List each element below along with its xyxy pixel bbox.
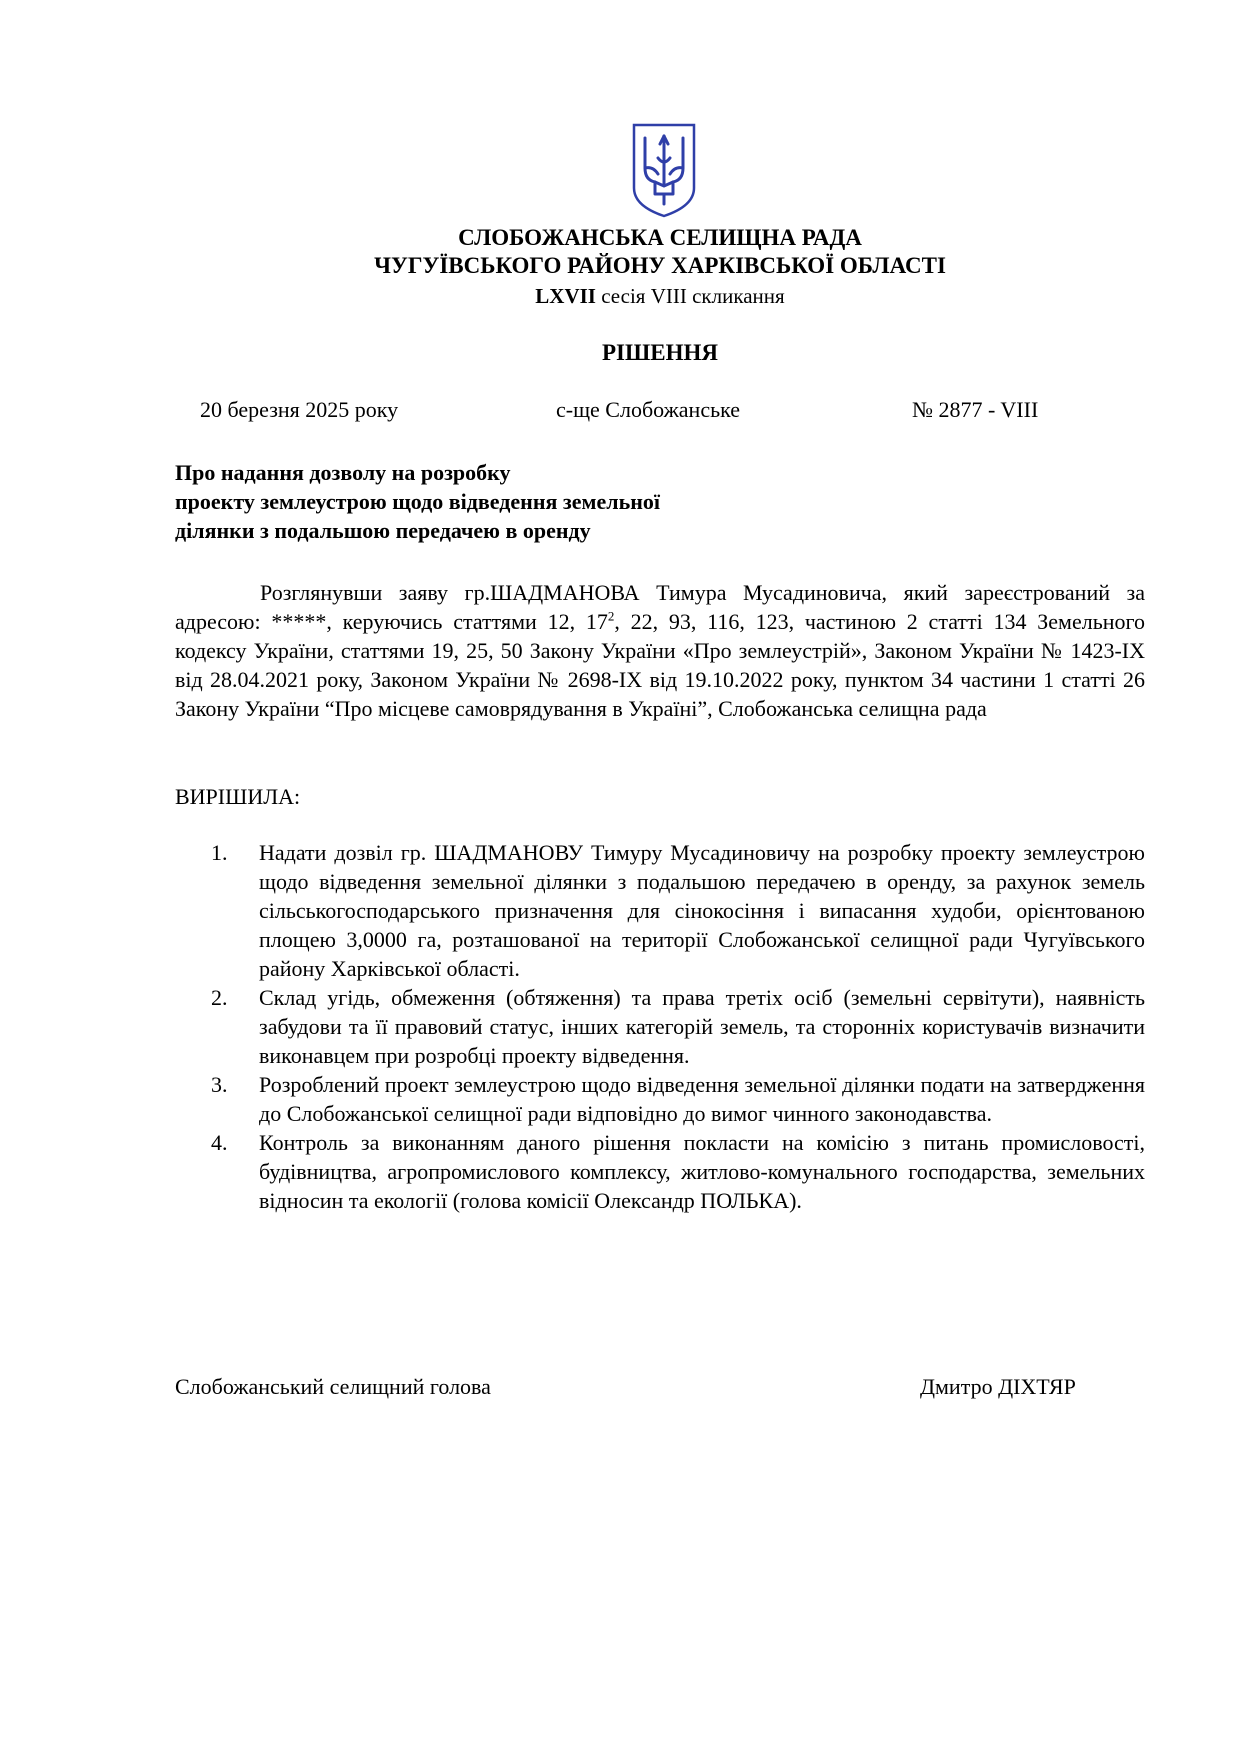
item-text: Контроль за виконанням даного рішення покласти на комісію з питань промисловості, будівництва, агропромислового комплексу, житлово-комунального господарства, земельних відносин та екології (голова комісії Олександр ПОЛЬКА). [259, 1130, 1145, 1213]
council-name: СЛОБОЖАНСЬКА СЕЛИЩНА РАДА [458, 225, 862, 250]
subject-line-1: Про надання дозволу на розробку [175, 460, 511, 485]
preamble-text-2: , 22, 93, 116, 123, частиною 2 статті 134 Земельного кодексу України, статтями 19, 25, 50 Закону України «Про землеустрій», Законом України № 1423-IX від 28.04.2021 року, Законом України № 2698-IX від 19.10.2022 року, пунктом 34 частини 1 статті 26 Закону України “Про місцеве самоврядування в Україні”, Слобожанська селищна рада [175, 609, 1145, 721]
item-text: Розроблений проект землеустрою щодо відведення земельної ділянки подати на затвердження до Слобожанської селищної ради відповідно до вимог чинного законодавства. [259, 1072, 1145, 1126]
signatory-name: Дмитро ДІХТЯР [920, 1374, 1076, 1399]
session-number: LXVII [535, 284, 596, 308]
list-item [175, 838, 1145, 983]
decision-date: 20 березня 2025 року [200, 397, 399, 422]
trident-emblem-icon [631, 122, 697, 219]
decision-place: с-ще Слобожанське [556, 397, 741, 422]
session-text: сесія VIII скликання [595, 284, 785, 308]
item-number: 1. [211, 840, 228, 865]
council-district: ЧУГУЇВСЬКОГО РАЙОНУ ХАРКІВСЬКОЇ ОБЛАСТІ [374, 253, 946, 278]
decision-items [175, 838, 1145, 1215]
item-number: 2. [211, 985, 228, 1010]
decision-number: № 2877 - VIII [912, 397, 1039, 422]
decision-subject [175, 458, 815, 545]
resolved-label: ВИРІШИЛА: [175, 784, 301, 809]
item-text: Склад угідь, обмеження (обтяження) та права третіх осіб (земельні сервітути), наявність забудови та її правовий статус, інших категорій земель, та сторонніх користувачів визначити виконавцем при розробці проекту відведення. [259, 985, 1145, 1068]
list-item [175, 983, 1145, 1070]
subject-line-2: проекту землеустрою щодо відведення земельної [175, 489, 661, 514]
session-line [0, 282, 1240, 310]
preamble-paragraph [175, 578, 1145, 723]
item-number: 3. [211, 1072, 228, 1097]
document-type: РІШЕННЯ [602, 340, 718, 365]
preamble-superscript: 2 [607, 608, 615, 624]
list-item [175, 1128, 1145, 1215]
preamble-text-1: Розглянувши заяву гр.ШАДМАНОВА Тимура Мусадиновича, який зареєстрований за адресою: *****, керуючись статтями 12, 17 [175, 580, 1145, 634]
signatory-position: Слобожанський селищний голова [175, 1374, 491, 1399]
list-item [175, 1070, 1145, 1128]
item-text: Надати дозвіл гр. ШАДМАНОВУ Тимуру Мусадиновичу на розробку проекту землеустрою щодо відведення земельної ділянки з подальшою передачею в оренду, за рахунок земель сільськогосподарського призначення для сінокосіння і випасання худоби, орієнтованою площею 3,0000 га, розташованої на території Слобожанської селищної ради Чугуївського району Харківської області. [259, 840, 1145, 981]
item-number: 4. [211, 1130, 228, 1155]
subject-line-3: ділянки з подальшою передачею в оренду [175, 518, 591, 543]
